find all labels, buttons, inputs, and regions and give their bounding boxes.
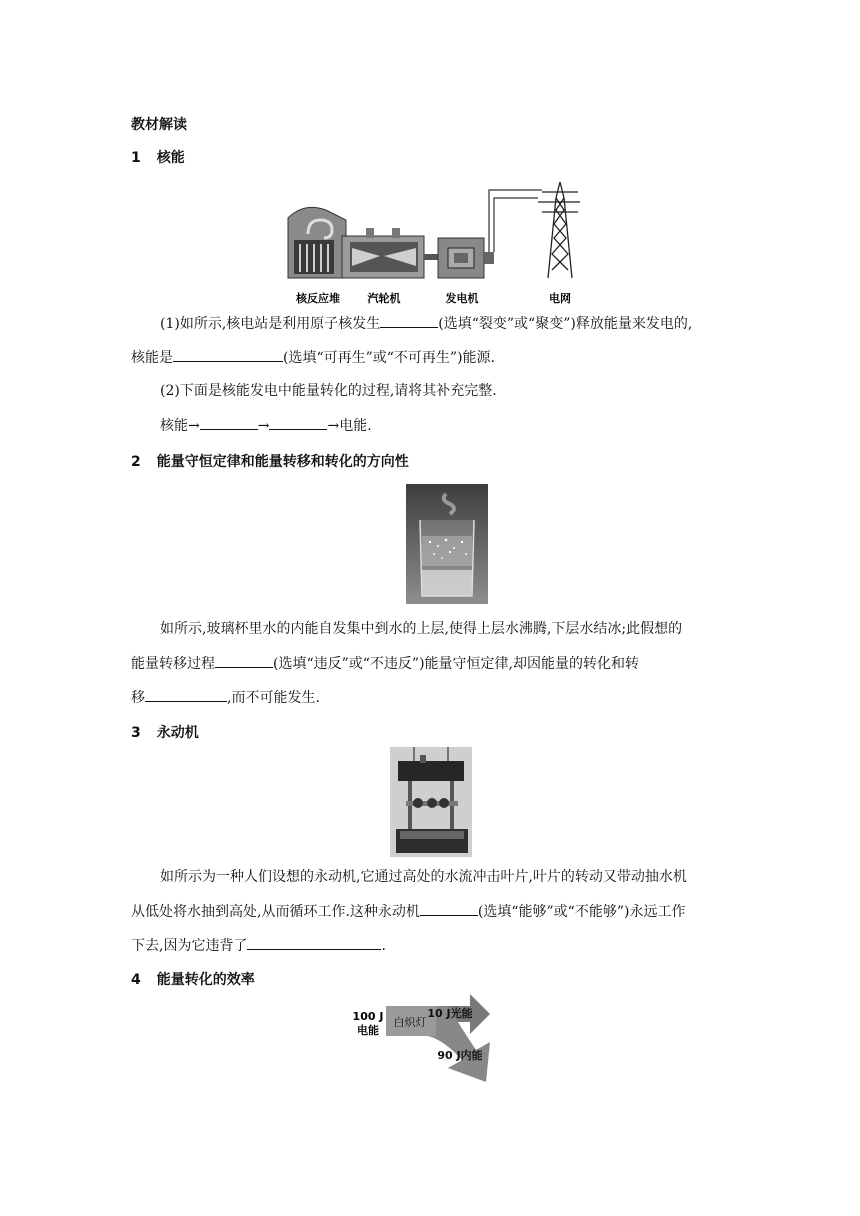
perpetual-motion-figure (390, 747, 472, 857)
efficiency-diagram (352, 992, 512, 1084)
section-1-title (131, 147, 185, 167)
device-label: 白炽灯 (393, 1016, 427, 1029)
power-tower-icon (538, 182, 580, 278)
label-reactor: 核反应堆 (296, 292, 340, 305)
heat-output-label: 90 J内能 (437, 1049, 483, 1062)
s3-line3: 下去,因为它违背了 . (131, 935, 386, 956)
s2-line3: 移 ,而不可能发生. (131, 687, 320, 708)
section-title: 核能 (156, 150, 185, 166)
input-value-label: 100 J (352, 1010, 384, 1023)
blank-fission[interactable] (380, 313, 438, 328)
s1-line1: (1)如所示,核电站是利用原子核发生 (选填“裂变”或“聚变”)释放能量来发电的, (160, 313, 692, 334)
blank-chain-2[interactable] (269, 415, 327, 430)
label-turbine: 汽轮机 (367, 292, 401, 305)
blank-forever[interactable] (420, 901, 478, 916)
s1-line3: (2)下面是核能发电中能量转化的过程,请将其补充完整. (160, 383, 497, 399)
s3-line2: 从低处将水抽到高处,从而循环工作.这种永动机 (选填“能够”或“不能够”)永远工作 (131, 901, 685, 922)
label-generator: 发电机 (445, 292, 479, 305)
generator-icon (438, 238, 494, 278)
section-number: 1 (131, 150, 141, 166)
blank-law[interactable] (247, 935, 381, 950)
s2-line2: 能量转移过程 (选填“违反”或“不违反”)能量守恒定律,却因能量的转化和转 (131, 653, 639, 674)
blank-conservation[interactable] (215, 653, 273, 668)
light-output-label: 10 J光能 (427, 1007, 473, 1020)
reactor-icon (288, 207, 346, 278)
page-heading: 教材解读 (131, 117, 187, 133)
s3-line1: 如所示为一种人们设想的永动机,它通过高处的水流冲击叶片,叶片的转动又带动抽水机 (160, 869, 687, 885)
s1-line2: 核能是 (选填“可再生”或“不可再生”)能源. (131, 347, 495, 368)
input-energy-label: 电能 (357, 1024, 379, 1037)
blank-direction[interactable] (145, 687, 227, 702)
s1-chain: 核能→ → →电能. (160, 415, 372, 436)
blank-chain-1[interactable] (200, 415, 258, 430)
turbine-icon (342, 228, 424, 278)
s2-line1: 如所示,玻璃杯里水的内能自发集中到水的上层,使得上层水沸腾,下层水结冰;此假想的 (160, 621, 683, 637)
nuclear-plant-figure (280, 178, 580, 308)
section-2-title: 2 能量守恒定律和能量转移和转化的方向性 (131, 454, 409, 470)
section-4-title: 4 能量转化的效率 (131, 972, 255, 988)
beaker-figure (406, 484, 488, 604)
label-grid: 电网 (549, 292, 571, 305)
section-3-title: 3 永动机 (131, 725, 199, 741)
blank-renewable[interactable] (173, 347, 283, 362)
